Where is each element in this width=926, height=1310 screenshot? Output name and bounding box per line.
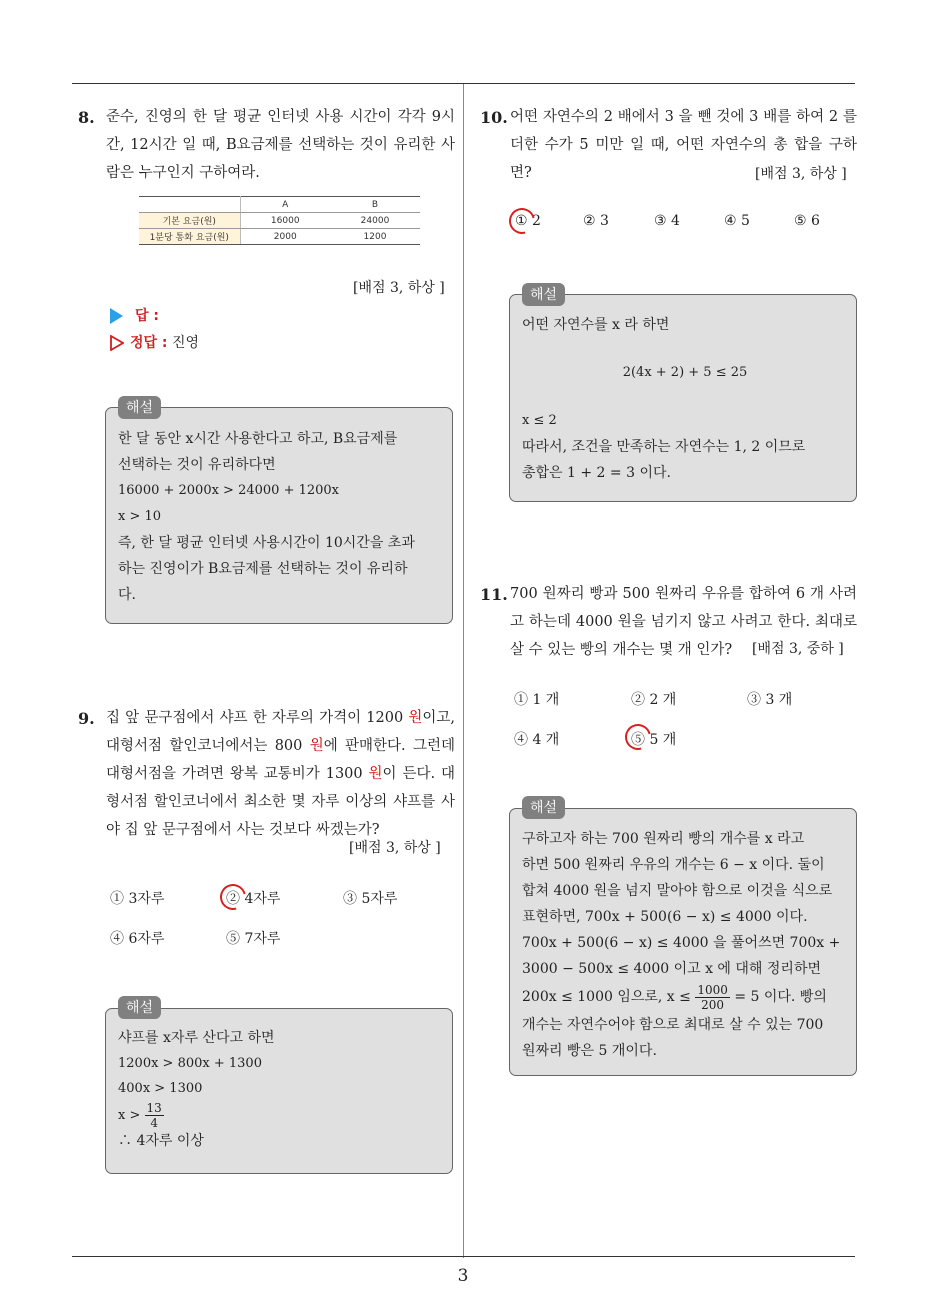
question-11-number: 11. (480, 585, 508, 604)
bottom-rule (72, 1256, 855, 1257)
question-11-option-1[interactable]: ① 1 개 (514, 692, 560, 708)
table-row-label: 기본 요금(원) (139, 213, 240, 229)
question-11-option-3[interactable]: ③ 3 개 (747, 692, 793, 708)
question-8-answer (110, 305, 159, 325)
question-8-text: 준수, 진영의 한 달 평균 인터넷 사용 시간이 각각 9시간, 12시간 일 때, B요금제를 선택하는 것이 유리한 사람은 누구인지 구하여라. (106, 109, 455, 181)
explanation-tag: 해설 (522, 796, 565, 819)
explanation-line: 합쳐 4000 원을 넘지 말아야 함으로 이것을 식으로 (522, 883, 833, 899)
correct-answer-label: 정답 : (130, 335, 168, 351)
question-11-option-5[interactable]: ⑤ 5 개 (631, 732, 677, 748)
question-10-option-4[interactable]: ④ 5 (724, 213, 750, 229)
answer-label: 답 : (135, 308, 159, 324)
explanation-line: 따라서, 조건을 만족하는 자연수는 1, 2 이므로 (522, 439, 806, 455)
currency-unit: 원 (309, 738, 324, 754)
table-cell: 24000 (330, 213, 420, 229)
explanation-math (118, 1101, 442, 1131)
table-row (139, 229, 420, 245)
question-11-explanation (522, 826, 848, 1064)
outline-triangle-icon (110, 335, 124, 351)
question-text-part: 에 판매한다. 그런데 대형서점을 가려면 왕복 교통비가 1300 (106, 738, 455, 782)
inequality-lhs: x > (118, 1108, 141, 1123)
question-11-score: [배점 3, 중하 ] (752, 641, 844, 657)
correct-answer-value: 진영 (171, 335, 200, 351)
question-9-explanation (118, 1026, 442, 1151)
question-8-explanation (118, 426, 442, 608)
explanation-line: ∴ 4자루 이상 (118, 1133, 204, 1149)
fraction-numerator: 13 (146, 1101, 162, 1115)
explanation-line: 즉, 한 달 평균 인터넷 사용시간이 10시간을 초과 (118, 535, 415, 551)
explanation-math: 2(4x + 2) + 5 ≤ 25 (622, 365, 748, 380)
explanation-line-part: = 5 이다. 빵의 (734, 989, 827, 1005)
question-9-text (106, 704, 455, 844)
question-10-option-3[interactable]: ③ 4 (654, 213, 680, 229)
table-cell: 16000 (240, 213, 330, 229)
question-9-option-4[interactable]: ④ 6자루 (110, 931, 165, 947)
question-9-score: [배점 3, 하상 ] (349, 840, 441, 856)
currency-unit: 원 (368, 766, 383, 782)
explanation-math: x > 10 (118, 509, 162, 524)
table-cell: 1200 (330, 229, 420, 245)
fraction-denominator: 4 (150, 1116, 158, 1130)
question-11-option-4[interactable]: ④ 4 개 (514, 732, 560, 748)
question-text-part: 이고, 대형서점 할인코너에서는 800 (106, 710, 455, 754)
column-divider (463, 84, 464, 1258)
question-10-option-2[interactable]: ② 3 (583, 213, 609, 229)
question-text-part: 집 앞 문구점에서 샤프 한 자루의 가격이 1200 (106, 710, 409, 726)
table-row-label: 1분당 통화 요금(원) (139, 229, 240, 245)
question-10-option-5[interactable]: ⑤ 6 (794, 213, 820, 229)
explanation-line-part: 200x ≤ 1000 임으로, x ≤ (522, 989, 691, 1005)
selected-answer-circle-icon (504, 203, 540, 239)
fraction-denominator: 200 (701, 997, 725, 1012)
explanation-line: 원짜리 빵은 5 개이다. (522, 1043, 657, 1059)
question-9-option-3[interactable]: ③ 5자루 (343, 891, 398, 907)
question-10-number: 10. (480, 108, 508, 127)
question-text-part: 이 든다. 대형서점 할인코너에서 최소한 몇 자루 이상의 샤프를 사야 집 앞 문구점에서 사는 것보다 싸겠는가? (106, 766, 455, 838)
page-number: 3 (457, 1266, 469, 1286)
explanation-line: 하는 진영이가 B요금제를 선택하는 것이 유리하 (118, 561, 408, 577)
explanation-line: 선택하는 것이 유리하다면 (118, 457, 276, 473)
explanation-line: 한 달 동안 x시간 사용한다고 하고, B요금제를 (118, 431, 398, 447)
table-cell (139, 197, 240, 213)
filled-triangle-icon (110, 308, 123, 324)
explanation-math: 16000 + 2000x > 24000 + 1200x (118, 483, 340, 498)
question-11-option-2[interactable]: ② 2 개 (631, 692, 677, 708)
explanation-line: 개수는 자연수어야 함으로 최대로 살 수 있는 700 (522, 1017, 824, 1033)
table-row (139, 213, 420, 229)
question-10-text: 어떤 자연수의 2 배에서 3 을 뺀 것에 3 배를 하여 2 를 더한 수가 5 미만 일 때, 어떤 자연수의 총 합을 구하면? (510, 109, 857, 181)
explanation-line: 3000 − 500x ≤ 4000 이고 x 에 대해 정리하면 (522, 961, 821, 977)
table-cell: 2000 (240, 229, 330, 245)
table-header-row (139, 197, 420, 213)
question-10-option-1[interactable]: ① 2 (515, 213, 541, 229)
explanation-line: 어떤 자연수를 x 라 하면 (522, 317, 670, 333)
table-header-a: A (240, 197, 330, 213)
explanation-line: 다. (118, 587, 136, 603)
explanation-tag: 해설 (118, 396, 161, 419)
fraction-numerator: 1000 (697, 982, 728, 997)
question-9-option-1[interactable]: ① 3자루 (110, 891, 165, 907)
question-8-score: [배점 3, 하상 ] (353, 280, 445, 296)
question-8-table (139, 196, 420, 245)
explanation-math: x ≤ 2 (522, 413, 557, 428)
explanation-line: 구하고자 하는 700 원짜리 빵의 개수를 x 라고 (522, 831, 805, 847)
selected-answer-circle-icon (620, 719, 656, 755)
explanation-line (522, 982, 848, 1012)
explanation-tag: 해설 (522, 283, 565, 306)
explanation-line: 표현하면, 700x + 500(6 − x) ≤ 4000 이다. (522, 909, 808, 925)
question-9-number: 9. (78, 709, 95, 728)
explanation-line: 700x + 500(6 − x) ≤ 4000 을 풀어쓰면 700x + (522, 935, 841, 951)
fraction (695, 983, 730, 1012)
question-11-text: 700 원짜리 빵과 500 원짜리 우유를 합하여 6 개 사려고 하는데 4000 원을 넘기지 않고 사려고 한다. 최대로 살 수 있는 빵의 개수는 몇 개 인가? (510, 586, 857, 658)
question-8-number: 8. (78, 108, 95, 127)
question-10-score: [배점 3, 하상 ] (755, 166, 847, 182)
explanation-line: 하면 500 원짜리 우유의 개수는 6 − x 이다. 둘이 (522, 857, 825, 873)
explanation-tag: 해설 (118, 996, 161, 1019)
question-10-explanation (522, 312, 848, 486)
selected-answer-circle-icon (215, 879, 251, 915)
question-8-correct-answer (110, 332, 199, 352)
question-9-option-2[interactable]: ② 4자루 (226, 891, 281, 907)
explanation-line: 샤프를 x자루 산다고 하면 (118, 1030, 275, 1046)
explanation-math: 400x > 1300 (118, 1081, 203, 1096)
explanation-math: 1200x > 800x + 1300 (118, 1056, 262, 1071)
currency-unit: 원 (408, 710, 423, 726)
question-9-option-5[interactable]: ⑤ 7자루 (226, 931, 281, 947)
fraction (145, 1101, 164, 1130)
explanation-line: 총합은 1 + 2 = 3 이다. (522, 465, 671, 481)
table-header-b: B (330, 197, 420, 213)
